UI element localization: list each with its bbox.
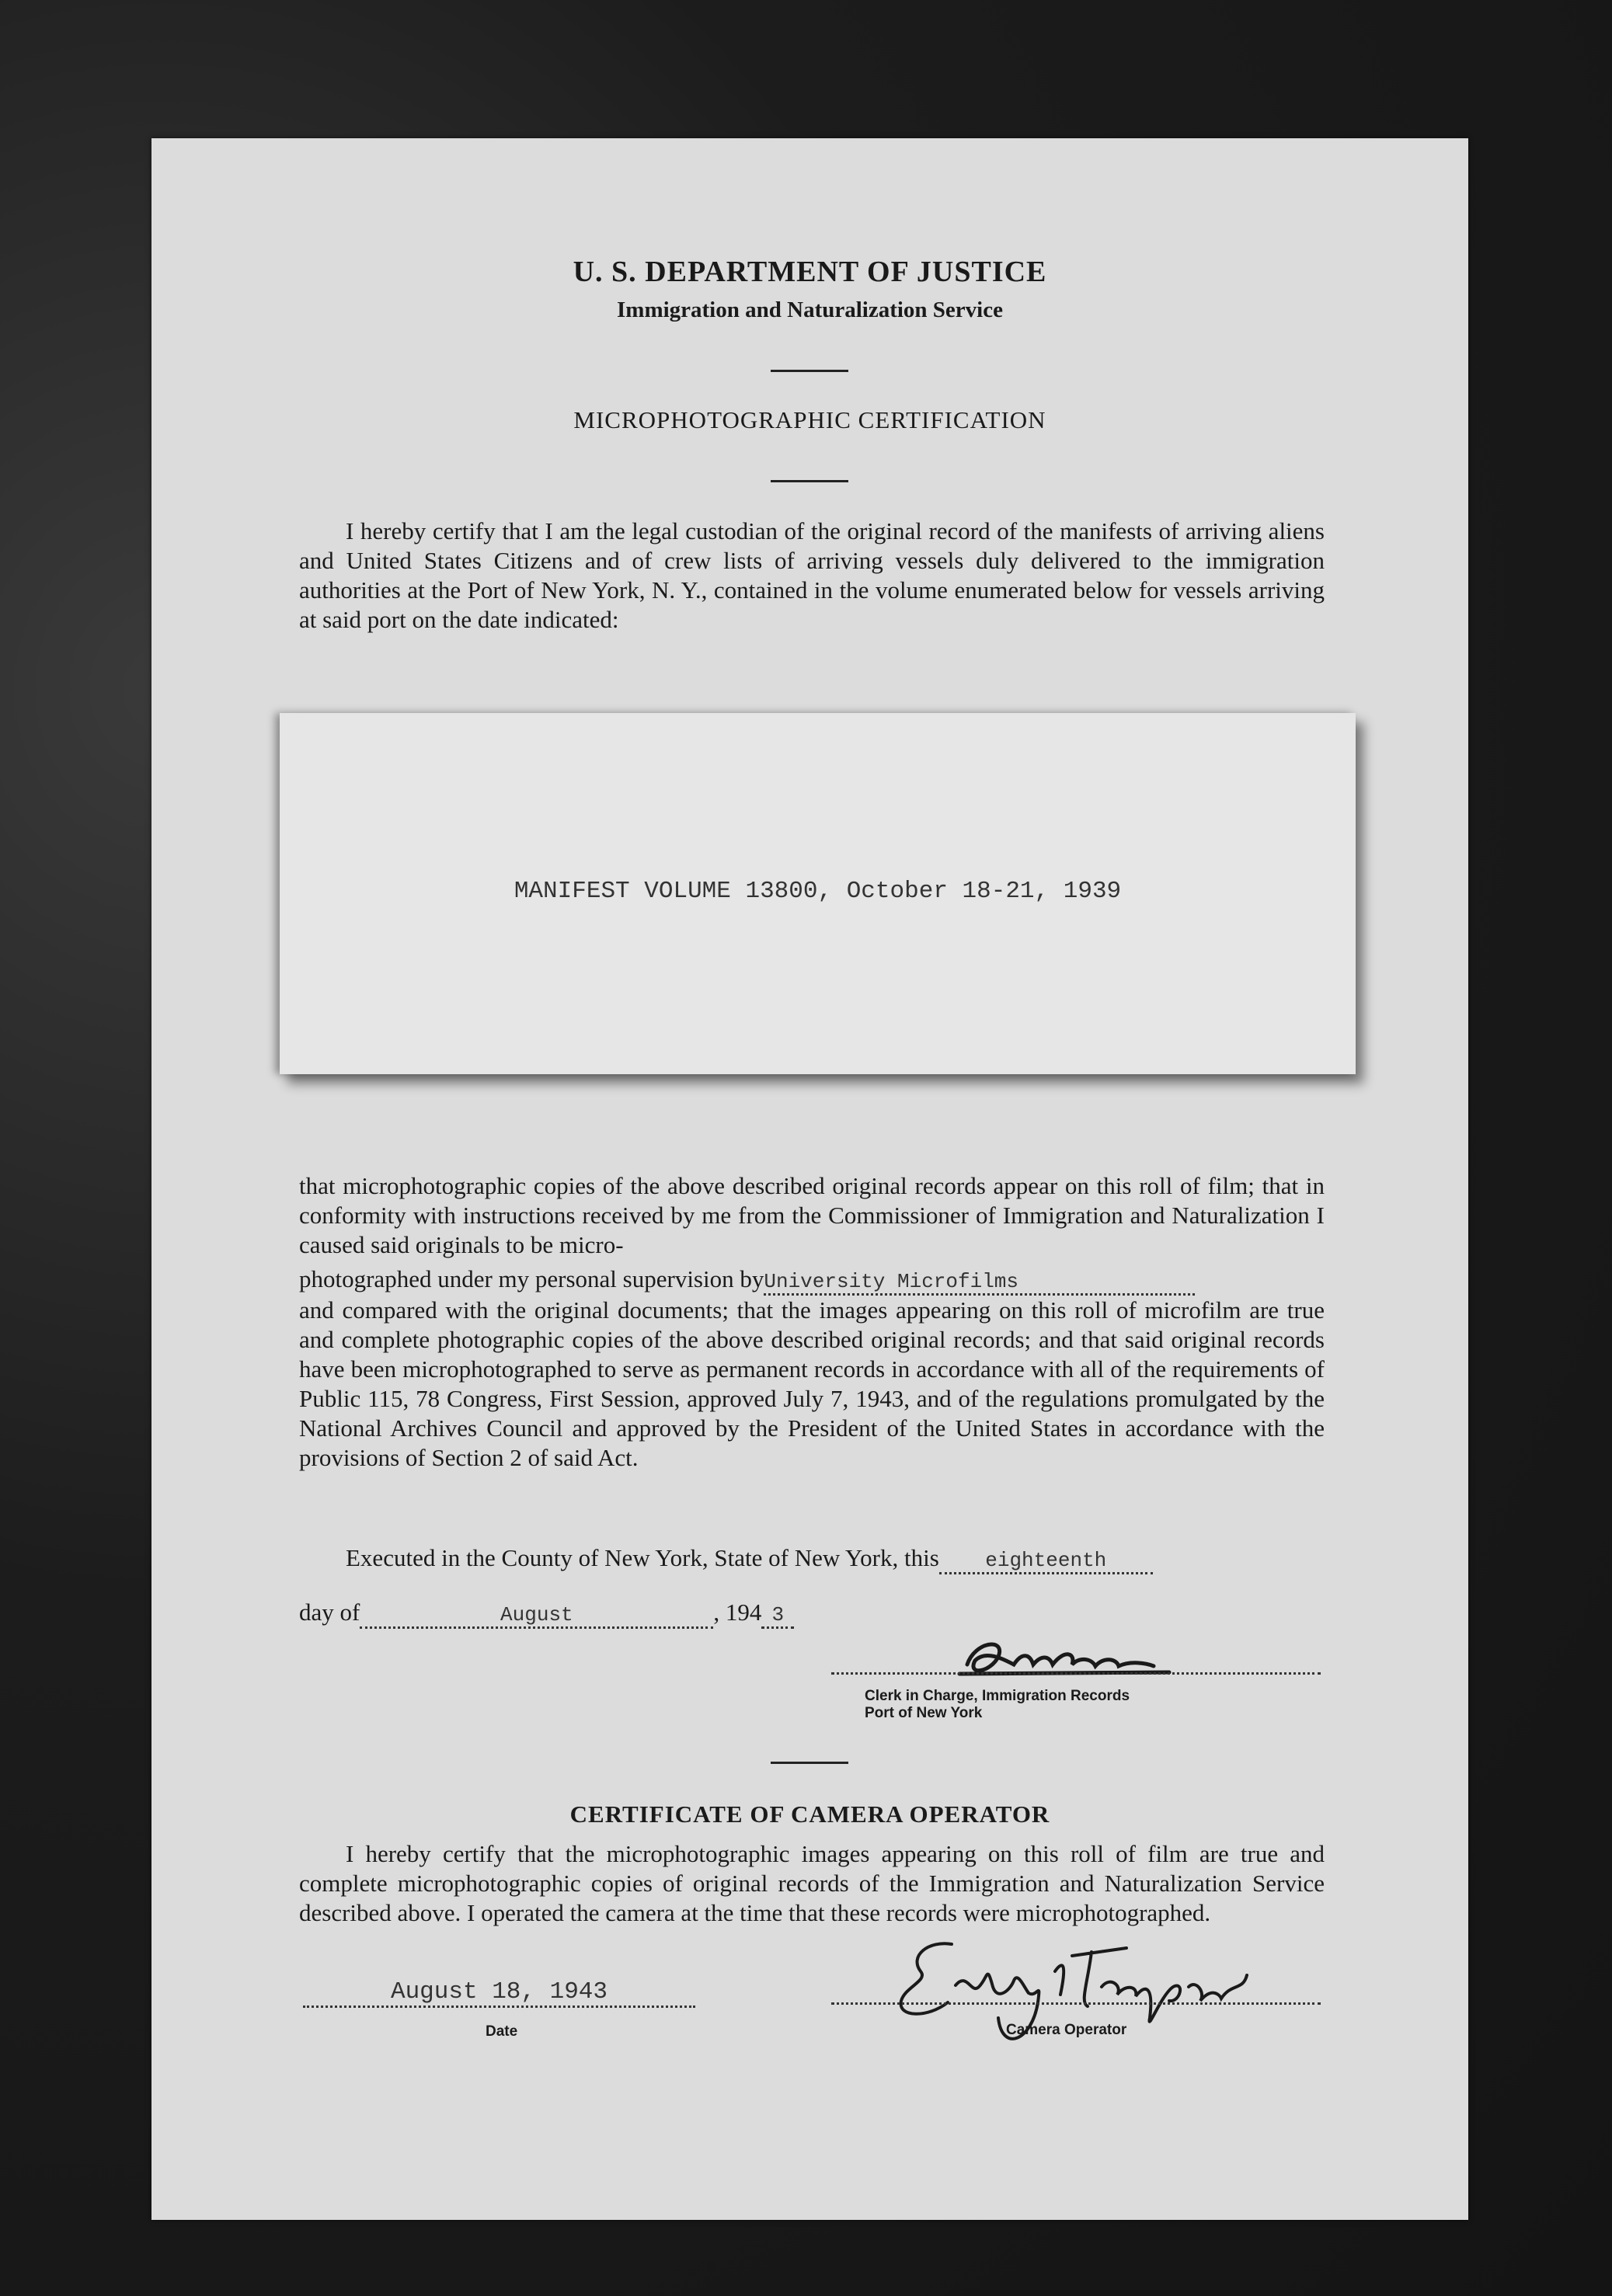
page-title: U. S. DEPARTMENT OF JUSTICE [573,256,1047,288]
clerk-signature [913,1618,1239,1696]
executed-day: eighteenth [939,1549,1153,1574]
clerk-signature-line [831,1672,1321,1675]
day-of-prefix: day of [299,1599,360,1626]
date-value: August 18, 1943 [303,1979,695,2008]
certificate-page [151,138,1468,2220]
clerk-caption-line1: Clerk in Charge, Immigration Records [865,1688,1130,1704]
date-caption: Date [486,2023,518,2040]
supervision-prefix: photographed under my personal supervision by [299,1265,764,1292]
clerk-caption-line2: Port of New York [865,1705,983,1721]
operator-signature [855,1909,1290,2065]
divider-rule [771,370,848,372]
camera-operator-heading: CERTIFICATE OF CAMERA OPERATOR [569,1800,1050,1828]
day-of-line [299,1599,794,1629]
divider-rule [771,1762,848,1764]
operator-caption: Camera Operator [1006,2022,1127,2038]
divider-rule [771,480,848,482]
page-subtitle: Immigration and Naturalization Service [617,297,1003,322]
manifest-volume-text: MANIFEST VOLUME 13800, October 18-21, 1939 [514,878,1122,905]
executed-prefix: Executed in the County of New York, State of New York, this [346,1544,939,1571]
certification-heading: MICROPHOTOGRAPHIC CERTIFICATION [573,406,1046,433]
body-paragraph-part2: and compared with the original documents; that the images appearing on this roll of microfilm are true and complete photographic copies of the above described original records; and that said original records have been microphotographed to serve as permanent records in accordance with all of the requirements of Public 115, 78 Congress, First Session, approved July 7, 1943, and of the regulations promulgated by the National Archives Council and approved by the President of the United States in accordance with the provisions of Section 2 of said Act. [299,1296,1325,1471]
certification-body [299,1171,1325,1473]
supervisor-name: University Microfilms [764,1270,1195,1296]
year-digit: 3 [761,1603,794,1629]
manifest-volume-slip [280,713,1356,1074]
supervision-line [299,1265,1325,1296]
intro-paragraph: I hereby certify that I am the legal custodian of the original record of the manifests of arriving aliens and United States Citizens and of crew lists of arriving vessels duly delivered to the immigration authorities at the Port of New York, N. Y., contained in the volume enumerated below for vessels arriving at said port on the date indicated: [299,517,1325,633]
clerk-caption [865,1688,1130,1722]
operator-signature-line [831,2002,1321,2005]
month-value: August [360,1603,713,1629]
executed-line [346,1544,1153,1574]
body-paragraph-part1: that microphotographic copies of the above described original records appear on this roll of film; that in conformity with instructions received by me from the Commissioner of Immigration and Naturalization I caused said originals to be micro- [299,1172,1325,1258]
year-prefix: , 194 [713,1599,762,1626]
certification-intro [299,517,1325,635]
camera-paragraph: I hereby certify that the microphotographic images appearing on this roll of film are true and complete microphotographic copies of original records of the Immigration and Naturalization Service described above. I operated the camera at the time that these records were microphotographed. [299,1840,1325,1926]
